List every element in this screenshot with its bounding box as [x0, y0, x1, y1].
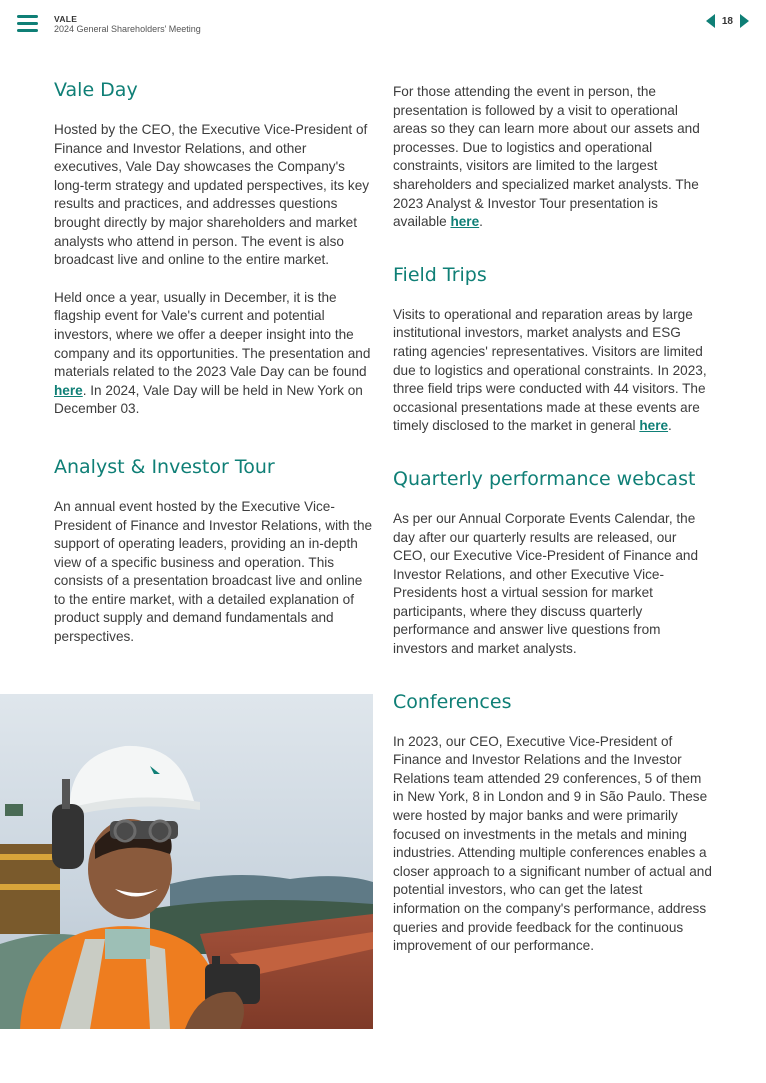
menu-icon-bar	[17, 22, 38, 25]
left-column	[54, 78, 374, 647]
analyst-tour-heading: Analyst & Investor Tour	[54, 455, 275, 478]
previous-page-icon[interactable]	[706, 14, 715, 28]
worker-photo-illustration	[0, 694, 373, 1029]
text-run: .	[668, 418, 672, 434]
conferences-paragraph: In 2023, our CEO, Executive Vice-President of Finance and Investor Relations and the Investor Relations team attended 29 conferences, 5 of them in New York, 8 in London and 9 in São Paulo. These were hosted by major banks and were primarily focused on investments in the metals and mining industries. Attending multiple conferences enables a closer approach to a significant number of actual and potential investors, who can get the latest information on the company's performance, address queries and provide feedback for the continuous improvement of our performance.	[393, 733, 712, 954]
text-run: . In 2024, Vale Day will be held in New York on December 03.	[54, 382, 363, 417]
field-trips-paragraph	[393, 306, 713, 436]
page-number: 18	[721, 15, 733, 27]
vale-day-here-link[interactable]: here	[54, 382, 83, 398]
menu-icon[interactable]	[17, 15, 38, 32]
text-run: Visits to operational and reparation areas by large institutional investors, market analysts and ESG rating agencies' representatives. Visitors are limited due to logistics and operational constraints. In 2023, three field trips were conducted with 44 visitors. The occasional presentations made at these events are timely disclosed to the market in general	[393, 306, 707, 434]
document-subtitle: 2024 General Shareholders' Meeting	[54, 24, 201, 34]
text-run: For those attending the event in person, the presentation is followed by a visit to operational areas so they can learn more about our assets and processes. Due to logistics and operational constraints, visitors are limited to the largest shareholders and specialized market analysts. The 2023 Analyst & Investor Tour presentation is available	[393, 84, 700, 230]
vale-day-heading: Vale Day	[54, 79, 138, 101]
menu-icon-bar	[17, 15, 38, 18]
webcast-paragraph: As per our Annual Corporate Events Calendar, the day after our quarterly results are released, our CEO, our Executive Vice-President of Finance and Investor Relations, and other Executive Vice-Presidents host a virtual session for market participants, where they discuss quarterly performance and answer live questions from investors and market analysts.	[393, 510, 699, 657]
conferences-heading: Conferences	[393, 690, 512, 713]
analyst-tour-here-link[interactable]: here	[450, 214, 480, 230]
field-trips-heading: Field Trips	[393, 263, 487, 286]
brand-name: VALE	[54, 14, 78, 24]
analyst-tour-paragraph-2	[393, 83, 713, 232]
webcast-heading: Quarterly performance webcast	[393, 467, 696, 490]
text-run: .	[479, 214, 483, 230]
analyst-tour-paragraph-1: An annual event hosted by the Executive Vice-President of Finance and Investor Relations, with the support of operating leaders, providing an in-depth view of a specific business and operation. This consists of a presentation broadcast live and online to the entire market, with a detailed explanation of product supply and demand fundamentals and perspectives.	[54, 498, 373, 645]
text-run: Held once a year, usually in December, it is the flagship event for Vale's current and potential investors, where we offer a deeper insight into the company and its opportunities. The presentation and materials related to the 2023 Vale Day can be found	[54, 289, 371, 380]
menu-icon-bar	[17, 29, 38, 32]
vale-day-paragraph-1: Hosted by the CEO, the Executive Vice-President of Finance and Investor Relations, and other executives, Vale Day showcases the Company's long-term strategy and updated perspectives, its key results and practices, and addresses questions brought directly by major shareholders and market analysts who attend in person. The event is also broadcast live and online to the entire market.	[54, 122, 370, 268]
page-navigation	[706, 14, 749, 28]
vale-day-paragraph-2	[54, 289, 374, 419]
header-brand	[54, 14, 201, 35]
right-column	[393, 83, 713, 956]
next-page-icon[interactable]	[740, 14, 749, 28]
worker-photo	[0, 694, 373, 1029]
field-trips-here-link[interactable]: here	[639, 418, 669, 434]
